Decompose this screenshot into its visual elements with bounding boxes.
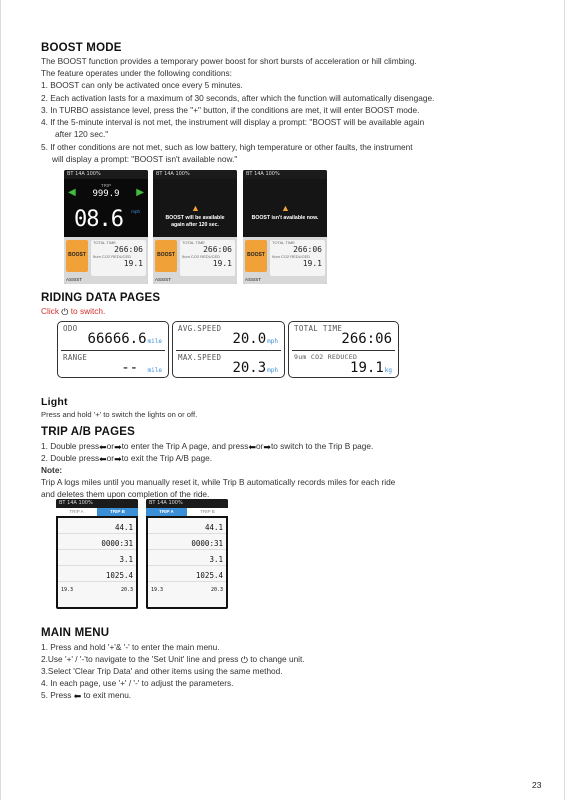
co2-value: 19.1 — [212, 259, 232, 268]
trip-time: 0000:31 — [101, 539, 133, 548]
trip-line-2-a: 2. Double press — [41, 453, 100, 463]
trip-speed-row — [58, 550, 136, 566]
status-bar: BT 14A 100% — [153, 170, 237, 179]
co2-unit: kg — [384, 367, 392, 374]
status-bar: BT 14A 100% — [243, 170, 327, 179]
total-time-panel — [270, 240, 325, 276]
trip-speed: 3.1 — [209, 555, 223, 564]
trip-distance-row — [58, 518, 136, 534]
boost-item-3: 3. In TURBO assistance level, press the "+" button, if the conditions are met, it will enter BOOST mode. — [41, 105, 420, 115]
right-arrow-icon: ➡ — [114, 454, 122, 464]
riding-click-instruction — [41, 306, 105, 318]
trip-line-2 — [41, 453, 212, 465]
range-value-wrap — [121, 360, 162, 376]
right-arrow-icon: ▶ — [136, 187, 144, 198]
note-label: Note: — [41, 465, 63, 475]
trip-energy: 1025.4 — [195, 571, 223, 580]
assist-label: ASSIST — [245, 277, 262, 282]
range-value: -- — [121, 360, 139, 376]
popup-message: BOOST isn't available now. — [251, 215, 319, 221]
boost-mode-heading: BOOST MODE — [41, 42, 122, 54]
left-arrow-icon: ⬅ — [73, 691, 82, 701]
co2-value-wrap — [350, 360, 392, 376]
warning-icon: ▲ — [281, 203, 290, 213]
total-time-label: TOTAL TIME — [93, 240, 116, 245]
screen-bottom — [243, 237, 327, 284]
avg-speed-unit: mph — [267, 338, 278, 345]
status-bar: BT 14A 100% — [64, 170, 148, 179]
total-time-cell — [289, 322, 398, 350]
total-time-label: TOTAL TIME — [272, 240, 295, 245]
menu-line-1: 1. Press and hold '+'& '-' to enter the main menu. — [41, 642, 220, 652]
screen-bottom — [64, 237, 148, 284]
boost-indicator: BOOST — [66, 240, 88, 272]
boost-screen-normal — [64, 170, 148, 284]
page-number: 23 — [532, 780, 542, 790]
avg-speed-value: 20.0 — [232, 331, 267, 347]
total-time-label: TOTAL TIME — [294, 324, 343, 333]
main-menu-heading: MAIN MENU — [41, 627, 110, 639]
trip-line-2-b: to exit the Trip A/B page. — [121, 453, 213, 463]
trip-value: 999.9 — [92, 189, 120, 199]
menu-line-2-b: to change unit. — [250, 654, 305, 664]
max-speed-value-wrap — [232, 360, 278, 376]
or-word: or — [106, 453, 115, 463]
odo-cell — [58, 322, 168, 350]
odo-unit: mile — [147, 338, 162, 345]
tab-trip-a: TRIP A — [69, 509, 84, 514]
trip-distance: 44.1 — [114, 523, 133, 532]
left-arrow-icon: ◀ — [68, 187, 76, 198]
total-time-value: 266:06 — [341, 331, 392, 347]
right-arrow-icon: ➡ — [263, 442, 271, 452]
co2-value: 19.1 — [302, 259, 322, 268]
trip-ab-heading: TRIP A/B PAGES — [41, 426, 135, 438]
screen-bottom — [153, 237, 237, 284]
riding-box-speed — [172, 321, 285, 378]
trip-time: 0000:31 — [191, 539, 223, 548]
max-speed-label: MAX.SPEED — [178, 353, 222, 362]
odo-value-wrap — [88, 331, 162, 347]
to-switch-text: to switch. — [70, 306, 106, 316]
total-time-value: 266:06 — [203, 245, 232, 254]
power-icon: ⏻ — [61, 307, 69, 317]
click-word: Click — [41, 306, 59, 316]
boost-indicator: BOOST — [245, 240, 267, 272]
left-arrow-icon: ⬅ — [99, 454, 107, 464]
trip-speed: 3.1 — [119, 555, 133, 564]
status-bar: BT 14A 100% — [56, 499, 138, 508]
co2-label: 9um CO2 REDUCED — [294, 353, 358, 361]
boost-intro-2: The feature operates under the following conditions: — [41, 68, 232, 78]
co2-label: 9um CO2 REDUCED — [182, 254, 221, 259]
trip-energy-row — [58, 566, 136, 582]
trip-energy-row — [148, 566, 226, 582]
trip-tabs — [56, 508, 138, 516]
screen-top — [153, 179, 237, 237]
menu-line-5-b: to exit menu. — [83, 690, 132, 700]
menu-line-3: 3.Select 'Clear Trip Data' and other items using the same method. — [41, 666, 283, 676]
total-time-label: TOTAL TIME — [182, 240, 205, 245]
warning-icon: ▲ — [191, 203, 200, 213]
menu-line-2-a: 2.Use '+' / '-'to navigate to the 'Set Unit' line and press — [41, 654, 239, 664]
trip-max: 20.3 — [210, 587, 223, 593]
light-heading: Light — [41, 396, 68, 408]
light-text: Press and hold '+' to switch the lights on or off. — [41, 410, 198, 419]
trip-distance-row — [148, 518, 226, 534]
trip-data — [58, 518, 136, 607]
total-time-value: 266:06 — [114, 245, 143, 254]
right-arrow-icon: ➡ — [114, 442, 122, 452]
boost-screen-wait — [153, 170, 237, 284]
tab-trip-b: TRIP B — [97, 508, 138, 516]
boost-item-5a: 5. If other conditions are not met, such as low battery, high temperature or other faults, the instrument — [41, 142, 413, 152]
trip-line-1-a: 1. Double press — [41, 441, 100, 451]
trip-label: TRIP — [100, 183, 112, 188]
trip-avg-max-row — [148, 582, 226, 598]
tab-trip-b: TRIP B — [200, 509, 215, 514]
trip-avg-max-row — [58, 582, 136, 598]
tab-trip-a: TRIP A — [146, 508, 187, 516]
range-label: RANGE — [63, 353, 88, 362]
trip-max: 20.3 — [120, 587, 133, 593]
trip-b-screen — [56, 499, 138, 609]
trip-distance: 44.1 — [204, 523, 223, 532]
boost-item-5b: will display a prompt: "BOOST isn't available now." — [52, 154, 238, 164]
assist-label: ASSIST — [66, 277, 83, 282]
co2-value: 19.1 — [123, 259, 143, 268]
speed-unit: mph — [131, 209, 140, 214]
total-time-panel — [180, 240, 235, 276]
trip-line-1 — [41, 441, 373, 453]
left-arrow-icon: ⬅ — [99, 442, 107, 452]
co2-label: 9um CO2 REDUCED — [93, 254, 132, 259]
screen-top — [243, 179, 327, 237]
boost-indicator: BOOST — [155, 240, 177, 272]
or-word: or — [256, 441, 264, 451]
odo-value: 66666.6 — [87, 331, 147, 347]
trip-avg: 19.3 — [61, 587, 74, 593]
trip-line-1-b: to enter the Trip A page, and press — [121, 441, 249, 451]
riding-data-heading: RIDING DATA PAGES — [41, 292, 161, 304]
riding-box-odo-range — [57, 321, 169, 378]
boost-item-2: 2. Each activation lasts for a maximum of 30 seconds, after which the function will automatically disengage. — [41, 93, 435, 103]
note-line-1: Trip A logs miles until you manually reset it, while Trip B automatically records miles for each ride — [41, 477, 396, 487]
boost-item-4b: after 120 sec." — [55, 129, 109, 139]
boost-screen-unavailable — [243, 170, 327, 284]
max-speed-unit: mph — [267, 367, 278, 374]
speed-value: 08.6 — [74, 207, 123, 232]
avg-speed-value-wrap — [232, 331, 278, 347]
total-time-value: 266:06 — [293, 245, 322, 254]
menu-line-2 — [41, 654, 305, 666]
co2-value: 19.1 — [350, 360, 384, 376]
co2-cell — [289, 351, 398, 379]
riding-box-time-co2 — [288, 321, 399, 378]
note-line-2: and deletes them upon completion of the ride. — [41, 489, 210, 499]
menu-line-5 — [41, 690, 131, 702]
odo-label: ODO — [63, 324, 78, 333]
trip-energy: 1025.4 — [105, 571, 133, 580]
trip-time-row — [148, 534, 226, 550]
trip-tabs — [146, 508, 228, 516]
left-arrow-icon: ⬅ — [248, 442, 256, 452]
co2-label: 9um CO2 REDUCED — [272, 254, 311, 259]
total-time-panel — [91, 240, 146, 276]
power-icon: ⏻ — [240, 655, 248, 665]
trip-line-1-c: to switch to the Trip B page. — [270, 441, 374, 451]
avg-speed-label: AVG.SPEED — [178, 324, 222, 333]
boost-item-4a: 4. If the 5-minute interval is not met, the instrument will display a prompt: "BOOST will be available again — [41, 117, 425, 127]
trip-avg: 19.3 — [151, 587, 164, 593]
menu-line-4: 4. In each page, use '+' / '-' to adjust the parameters. — [41, 678, 234, 688]
trip-time-row — [58, 534, 136, 550]
or-word: or — [106, 441, 115, 451]
screen-top — [64, 179, 148, 237]
trip-speed-row — [148, 550, 226, 566]
max-speed-cell — [173, 351, 284, 379]
range-cell — [58, 351, 168, 379]
trip-data — [148, 518, 226, 607]
boost-intro-1: The BOOST function provides a temporary power boost for short bursts of acceleration or hill climbing. — [41, 56, 417, 66]
max-speed-value: 20.3 — [232, 360, 267, 376]
boost-item-1: 1. BOOST can only be activated once every 5 minutes. — [41, 80, 243, 90]
range-unit: mile — [147, 367, 162, 374]
popup-message: BOOST will be available again after 120 sec. — [165, 215, 225, 228]
status-bar: BT 14A 100% — [146, 499, 228, 508]
menu-line-5-a: 5. Press — [41, 690, 72, 700]
avg-speed-cell — [173, 322, 284, 350]
trip-a-screen — [146, 499, 228, 609]
assist-label: ASSIST — [155, 277, 172, 282]
